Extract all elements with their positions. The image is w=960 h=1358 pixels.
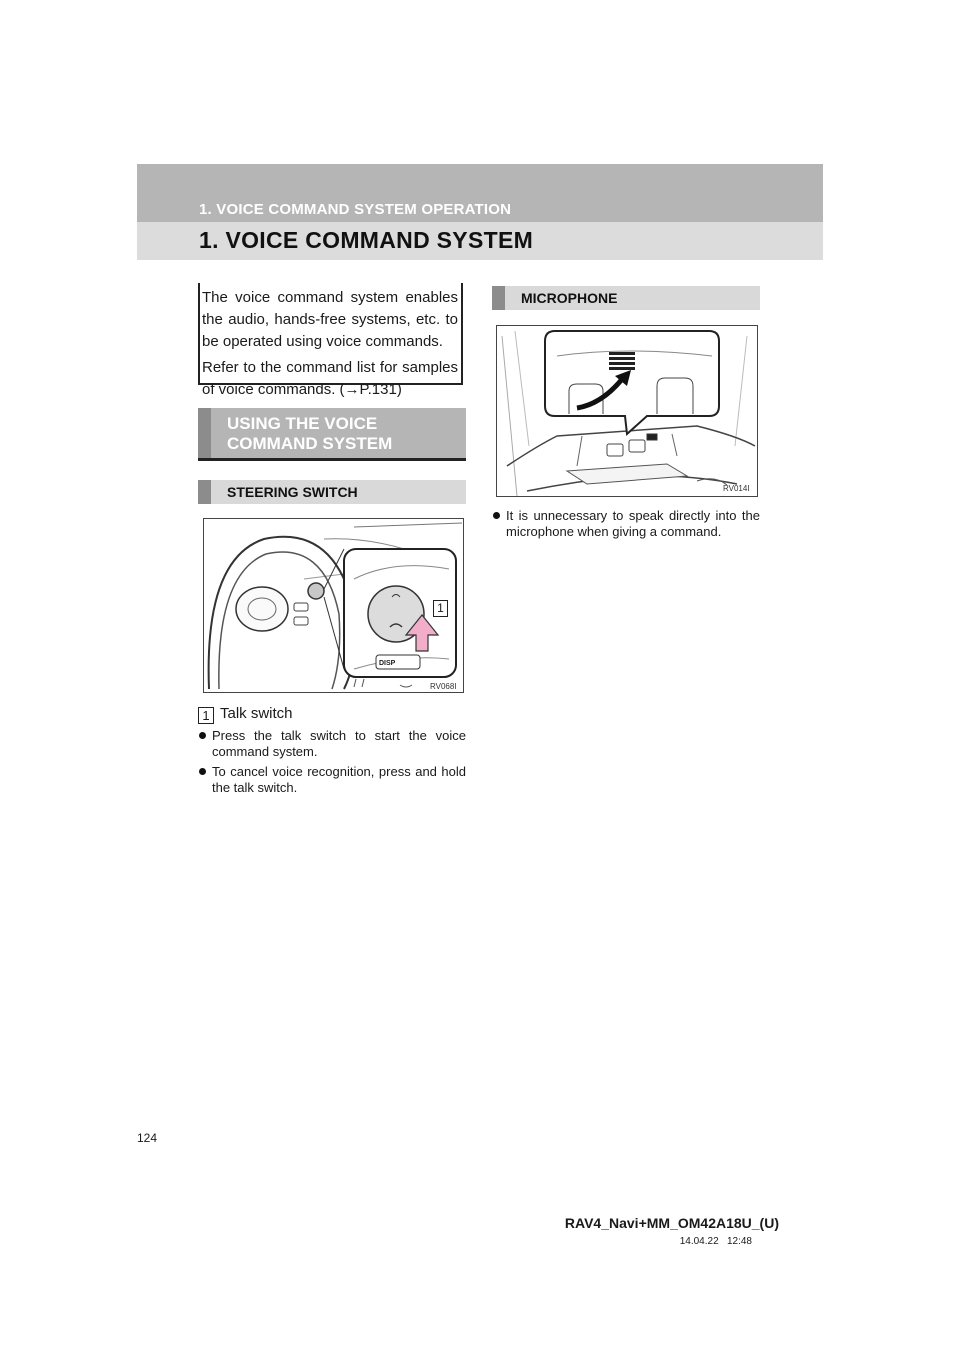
microphone-bullet-list bbox=[492, 508, 760, 544]
legend-label: Talk switch bbox=[220, 705, 293, 722]
overhead-console-illustration bbox=[497, 326, 758, 497]
bullet-icon bbox=[199, 768, 206, 775]
steering-bullet-list bbox=[198, 728, 466, 800]
list-item: It is unnecessary to speak directly into the microphone when giving a command. bbox=[492, 508, 760, 540]
steering-switch-heading-text: STEERING SWITCH bbox=[227, 484, 358, 500]
steering-switch-figure bbox=[203, 518, 464, 693]
list-item: Press the talk switch to start the voice command system. bbox=[198, 728, 466, 760]
microphone-heading-text: MICROPHONE bbox=[521, 290, 618, 306]
disp-button-label: DISP bbox=[379, 660, 396, 667]
using-heading-text: USING THE VOICE COMMAND SYSTEM bbox=[227, 414, 393, 453]
heading-tab bbox=[198, 408, 211, 458]
legend-item-talk-switch bbox=[198, 705, 293, 724]
bullet-icon bbox=[199, 732, 206, 739]
page-number: 124 bbox=[137, 1131, 158, 1145]
steering-figure-code: RV068I bbox=[430, 682, 457, 691]
bullet-icon bbox=[493, 512, 500, 519]
microphone-figure bbox=[496, 325, 758, 497]
using-heading bbox=[198, 408, 466, 461]
microphone-figure-code: RV014I bbox=[723, 484, 750, 493]
page-title: 1. VOICE COMMAND SYSTEM bbox=[199, 227, 534, 253]
steering-wheel-illustration bbox=[204, 519, 464, 693]
callout-1: 1 bbox=[433, 600, 448, 617]
list-item: To cancel voice recognition, press and hold the talk switch. bbox=[198, 764, 466, 796]
section-label: 1. VOICE COMMAND SYSTEM OPERATION bbox=[199, 201, 512, 218]
intro-paragraph-1: The voice command system enables the audio, hands-free systems, etc. to be operated using voice commands. bbox=[202, 289, 458, 350]
document-timestamp: 14.04.22 12:48 bbox=[679, 1236, 752, 1247]
steering-switch-heading bbox=[198, 480, 466, 504]
microphone-heading bbox=[492, 286, 760, 310]
intro-box bbox=[198, 283, 463, 398]
heading-tab bbox=[198, 480, 211, 504]
document-code: RAV4_Navi+MM_OM42A18U_(U) bbox=[564, 1215, 779, 1231]
legend-number: 1 bbox=[198, 707, 214, 724]
intro-paragraph-2: Refer to the command list for samples of voice commands. (→P.131) bbox=[202, 359, 458, 398]
heading-tab bbox=[492, 286, 505, 310]
